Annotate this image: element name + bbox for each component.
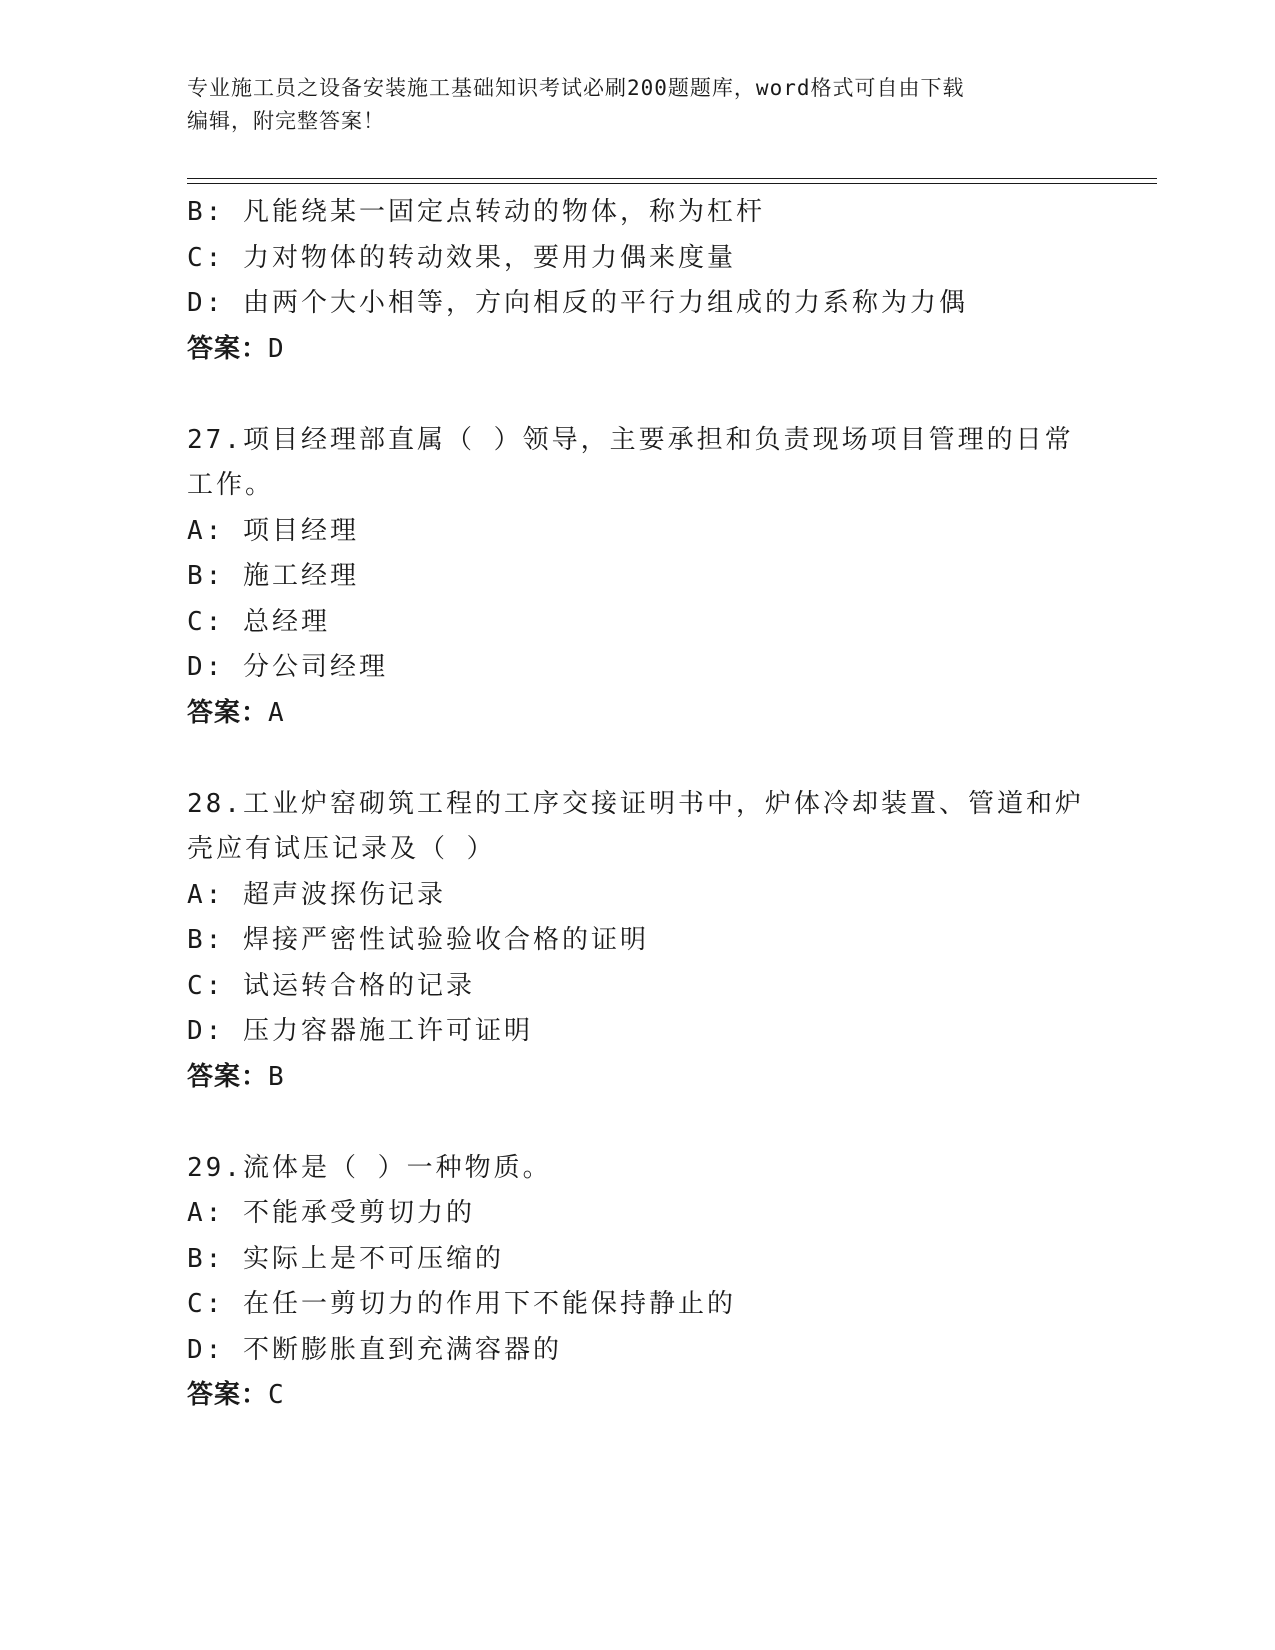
- header-divider-top: [187, 178, 1157, 179]
- question-28: [187, 782, 1087, 1101]
- option-c: C: 在任一剪切力的作用下不能保持静止的: [187, 1289, 736, 1319]
- question-stem: 27.项目经理部直属（ ）领导，主要承担和负责现场项目管理的日常: [187, 424, 1074, 455]
- question-stem-continued: 工作。: [187, 470, 275, 500]
- option-b: B: 凡能绕某一固定点转动的物体，称为杠杆: [187, 197, 765, 227]
- answer-label: 答案：: [187, 697, 269, 728]
- page-header: [187, 72, 1087, 138]
- header-divider-bottom: [187, 183, 1157, 184]
- option-d: D: 不断膨胀直到充满容器的: [187, 1334, 562, 1365]
- option-a: A: 超声波探伤记录: [187, 879, 446, 910]
- answer-line: [187, 1055, 1087, 1101]
- option-a: A: 不能承受剪切力的: [187, 1198, 475, 1228]
- option-d: D: 分公司经理: [187, 652, 388, 682]
- answer-label: 答案：: [187, 1061, 269, 1092]
- question-stem: 28.工业炉窑砌筑工程的工序交接证明书中，炉体冷却装置、管道和炉: [187, 788, 1084, 819]
- answer-label: 答案：: [187, 333, 269, 364]
- question-list: [187, 190, 1087, 1419]
- answer-line: [187, 327, 1087, 373]
- option-a: A: 项目经理: [187, 515, 359, 546]
- question-27: [187, 418, 1087, 737]
- option-c: C: 总经理: [187, 606, 330, 637]
- header-title-line1: 专业施工员之设备安装施工基础知识考试必刷200题题库，word格式可自由下载: [187, 76, 965, 100]
- header-title-line2: 编辑，附完整答案！: [187, 109, 385, 133]
- option-d: D: 压力容器施工许可证明: [187, 1016, 533, 1046]
- answer-value: A: [268, 697, 285, 728]
- answer-label: 答案：: [187, 1380, 269, 1410]
- option-c: C: 试运转合格的记录: [187, 970, 475, 1001]
- option-b: B: 施工经理: [187, 561, 359, 591]
- answer-value: C: [268, 1380, 285, 1410]
- option-b: B: 焊接严密性试验验收合格的证明: [187, 925, 649, 955]
- option-b: B: 实际上是不可压缩的: [187, 1243, 504, 1274]
- question-29: [187, 1146, 1087, 1419]
- answer-value: D: [268, 333, 285, 364]
- answer-value: B: [268, 1061, 285, 1092]
- question-stem: 29.流体是（ ）一种物质。: [187, 1152, 552, 1183]
- question-stem-continued: 壳应有试压记录及（ ）: [187, 834, 496, 864]
- question-26: [187, 190, 1087, 372]
- answer-line: [187, 691, 1087, 737]
- option-c: C: 力对物体的转动效果，要用力偶来度量: [187, 242, 736, 273]
- option-d: D: 由两个大小相等，方向相反的平行力组成的力系称为力偶: [187, 288, 968, 318]
- answer-line: [187, 1373, 1087, 1419]
